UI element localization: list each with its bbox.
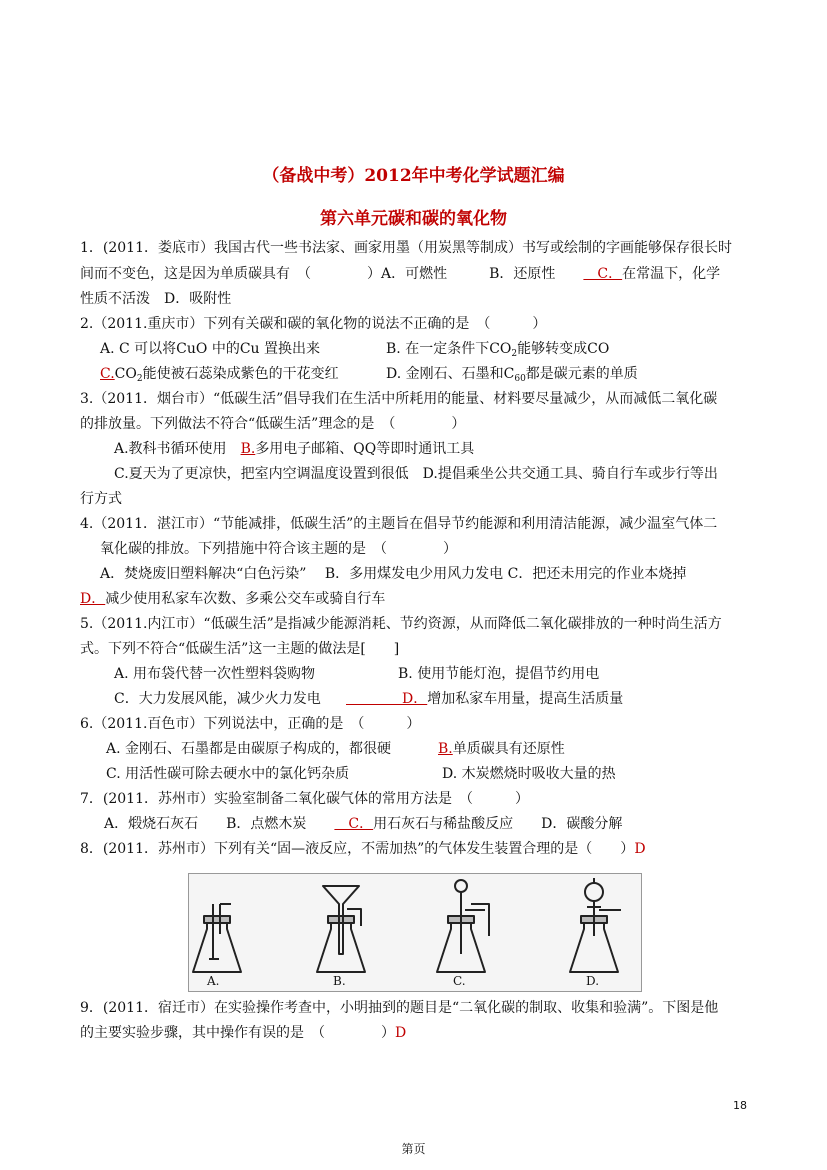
flask-c [437,880,489,972]
q3-option-b: 多用电子邮箱、QQ等即时通讯工具 [255,441,475,457]
q5-line-1: 5.（2011.内江市）“低碳生活”是指减少能源消耗、节约资源，从而降低二氧化碳排放的一种时尚生活方 [80,616,722,632]
q2-option-a: A. C 可以将CuO 中的Cu 置换出来 [100,341,321,357]
q7-options-cd: 用石灰石与稀盐酸反应 D．碳酸分解 [373,816,623,832]
q5-option-a: A. 用布袋代替一次性塑料袋购物 [114,666,316,682]
q7-options-ab: A．煅烧石灰石 B．点燃木炭 [104,816,335,832]
page-footer: 第页 [401,1142,426,1156]
q4-options-abc: A．焚烧废旧塑料解决“白色污染” B．多用煤发电少用风力发电 C．把还未用完的作业本烧掉 [100,566,687,582]
q1-answer-text: 在常温下，化学 [622,266,721,282]
q2-stem: 2.（2011.重庆市）下列有关碳和碳的氧化物的说法不正确的是 （ ） [80,316,547,332]
q2-option-b [386,339,609,364]
q5-option-d-text: 增加私家车用量，提高生活质量 [427,691,624,707]
q4-line-2: 氧化碳的排放。下列措施中符合该主题的是 （ ） [100,541,457,557]
q1-line-3: 性质不活泼 D．吸附性 [80,291,232,307]
q6-option-c: C. 用活性碳可除去硬水中的氯化钙杂质 [106,766,350,782]
q3-options-ab [114,439,474,459]
q1-answer: C． [583,266,623,282]
q2-option-d [386,364,638,389]
q2-option-c-sub: 2 [136,374,143,384]
q2-option-d-tail: 都是碳元素的单质 [525,366,638,382]
flask-b [317,886,365,972]
flask-a-label: A. [207,974,220,988]
q2-answer: C. [100,366,115,382]
q6-answer: B. [438,741,453,757]
q7-answer: C． [334,816,374,832]
q3-options-cd: C.夏天为了更凉快，把室内空调温度设置到很低 D.提倡乘坐公共交通工具、骑自行车或步行等出 [114,466,718,482]
q1-line-1: 1．(2011．娄底市）我国古代一些书法家、画家用墨（用炭黑等制成）书写或绘制的字画能够保存很长时 [80,240,732,256]
flask-b-label: B. [333,974,346,988]
q5-option-d [346,689,623,709]
q8-stem [80,839,646,859]
q9-line-2 [80,1023,406,1043]
q5-option-c: C．大力发展风能，减少火力发电 [114,691,321,707]
q6-stem: 6.（2011.百色市）下列说法中，正确的是 （ ） [80,716,421,732]
q4-answer: D． [80,591,106,607]
flask-diagrams [189,874,641,991]
q2-option-b-tail: 能够转变成CO [517,341,610,357]
q2-option-c-text: 能使被石蕊染成紫色的干花变红 [142,366,339,382]
q9-text: 的主要实验步骤，其中操作有误的是 （ ） [80,1025,395,1041]
page-number: 18 [733,1099,747,1112]
flask-d [570,878,621,972]
document-title: （备战中考）2012年中考化学试题汇编 [262,166,565,186]
q2-option-d-sub: 60 [514,374,526,384]
q3-line-tail: 行方式 [80,491,122,507]
q2-option-b-text: B. 在一定条件下CO [386,341,512,357]
q3-answer: B. [240,441,256,457]
q9-answer: D [395,1025,407,1041]
q5-answer: D． [346,691,428,707]
q6-option-b-text: 单质碳具有还原性 [452,741,565,757]
q1-text: 间而不变色，这是因为单质碳具有 （ ）A．可燃性 B．还原性 [80,266,584,282]
q8-answer: D [634,841,646,857]
q4-option-d-text: 减少使用私家车次数、多乘公交车或骑自行车 [105,591,386,607]
q3-line-2: 的排放量。下列做法不符合“低碳生活”理念的是 （ ） [80,416,466,432]
document-subtitle: 第六单元碳和碳的氧化物 [320,209,507,229]
flask-c-label: C. [453,974,466,988]
flask-a [193,904,241,972]
q3-option-a: A.教科书循环使用 [114,441,241,457]
q7-options [104,814,622,834]
q2-option-c-co: CO [114,366,137,382]
q5-line-2: 式。下列不符合“低碳生活”这一主题的做法是[ ] [80,641,400,657]
q9-line-1: 9．(2011．宿迁市）在实验操作考查中，小明抽到的题目是“二氧化碳的制取、收集和验满”。下图是他 [80,1000,719,1016]
q8-stem-text: 8．(2011．苏州市）下列有关“固—液反应，不需加热”的气体发生装置合理的是（ ） [80,841,635,857]
q4-option-d [80,589,385,609]
q4-line-1: 4.（2011．湛江市）“节能减排，低碳生活”的主题旨在倡导节约能源和利用清洁能源，减少温室气体二 [80,516,718,532]
apparatus-figure [188,873,642,992]
q7-stem: 7．(2011．苏州市）实验室制备二氧化碳气体的常用方法是 （ ） [80,791,529,807]
q3-line-1: 3.（2011．烟台市）“低碳生活”倡导我们在生活中所耗用的能量、材料要尽量减少，从而减低二氧化碳 [80,391,718,407]
q6-option-b [438,739,565,759]
q6-option-a: A. 金刚石、石墨都是由碳原子构成的，都很硬 [106,741,392,757]
q2-option-c [100,364,339,389]
q1-line-2 [80,264,720,284]
q2-option-d-text: D. 金刚石、石墨和C [386,366,515,382]
q6-option-d: D. 木炭燃烧时吸收大量的热 [442,766,616,782]
q5-option-b: B. 使用节能灯泡，提倡节约用电 [398,666,600,682]
q2-option-b-sub: 2 [511,349,518,359]
flask-d-label: D. [586,974,600,988]
